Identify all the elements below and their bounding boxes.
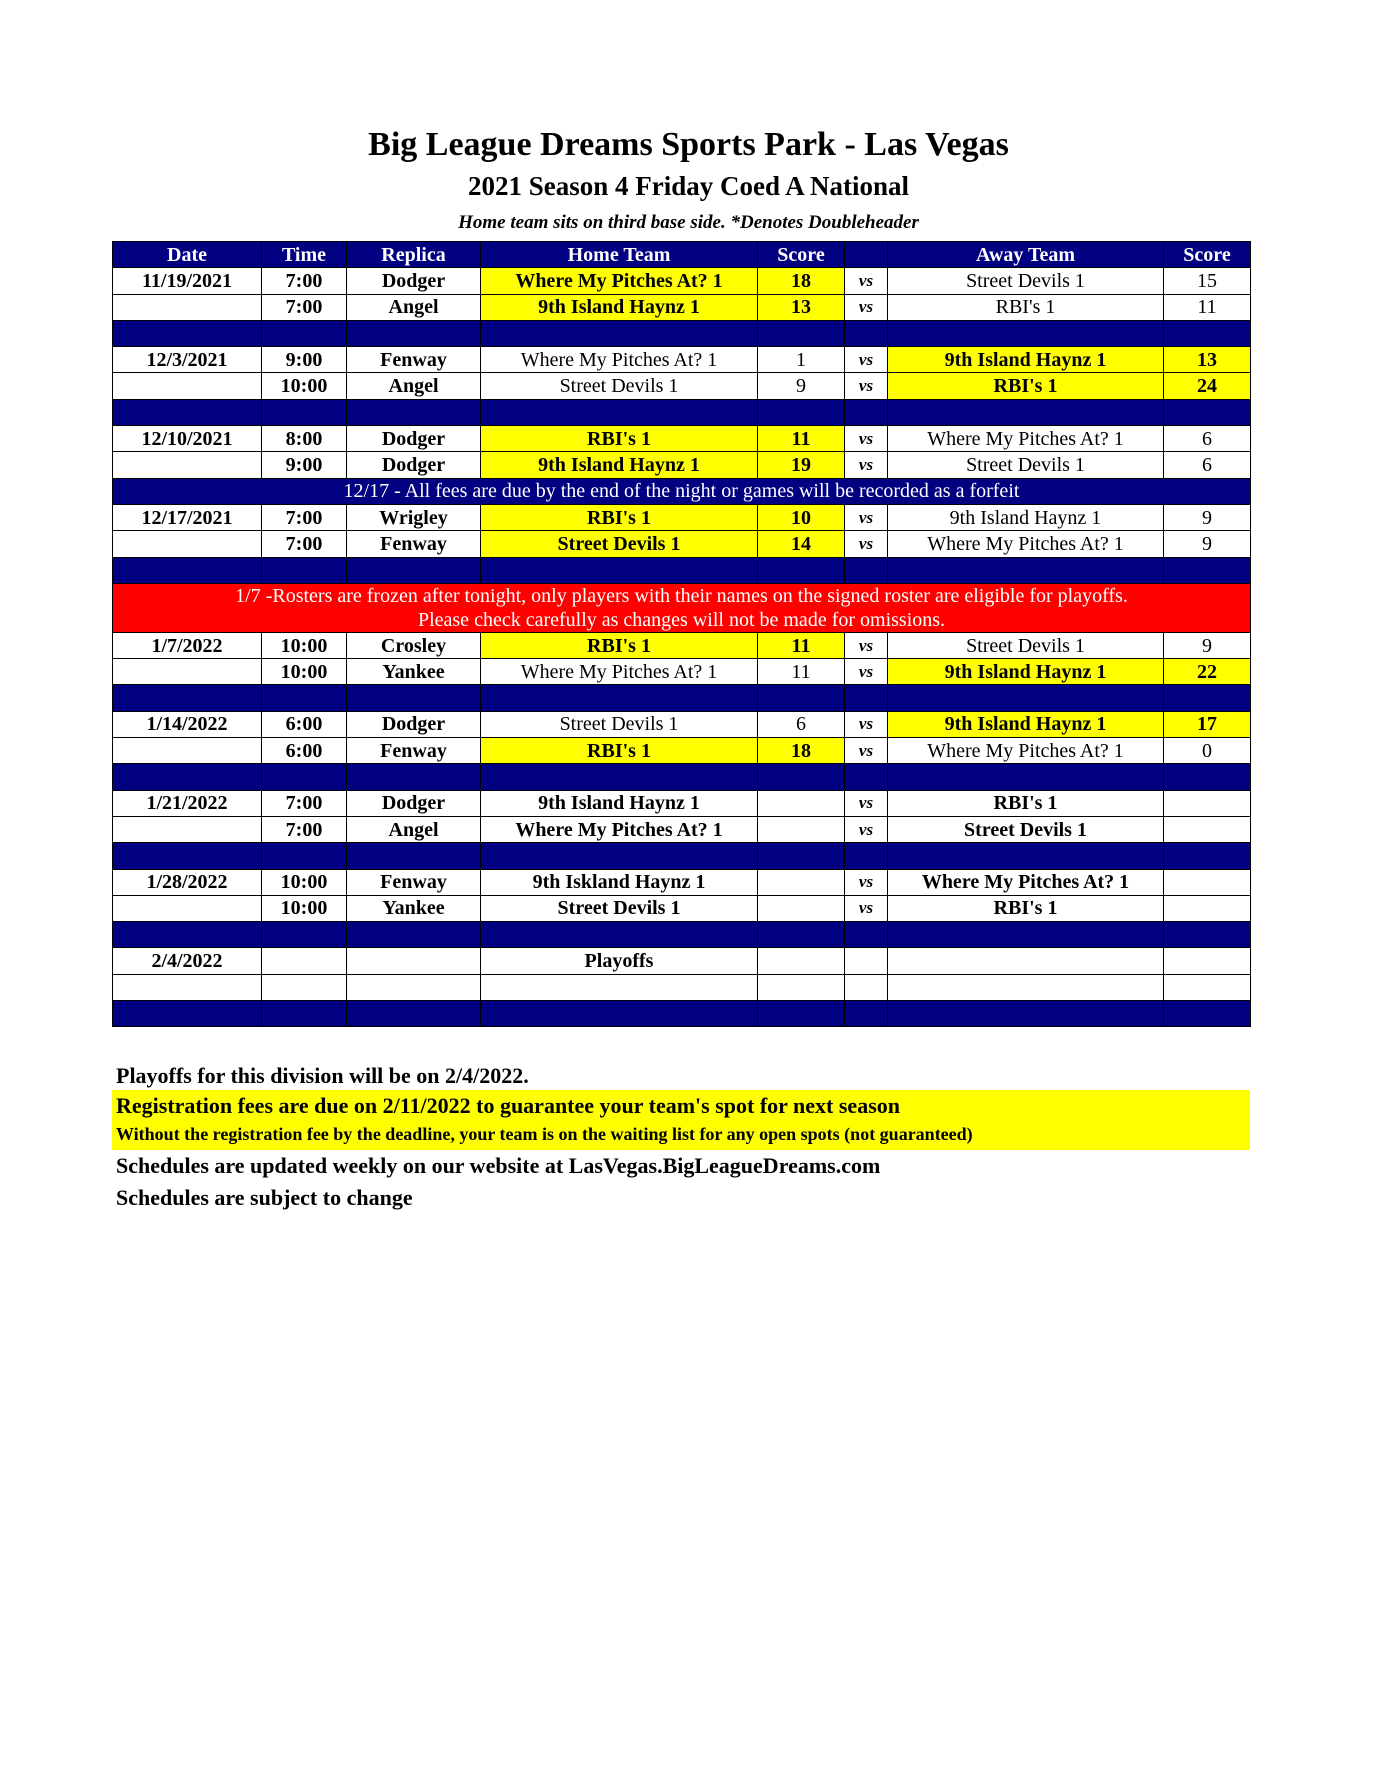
game-field: Dodger — [347, 452, 481, 478]
game-field: Angel — [347, 294, 481, 320]
table-row — [113, 895, 1251, 921]
table-row — [113, 531, 1251, 557]
separator-row — [113, 399, 1251, 425]
table-row — [113, 948, 1251, 974]
game-date: 12/17/2021 — [113, 504, 262, 530]
col-header-vs — [845, 242, 888, 268]
separator-row — [113, 557, 1251, 583]
home-team: Street Devils 1 — [481, 373, 758, 399]
table-row — [113, 294, 1251, 320]
game-time: 7:00 — [262, 294, 347, 320]
away-team: Where My Pitches At? 1 — [888, 426, 1164, 452]
separator-row — [113, 843, 1251, 869]
fees-notice-row — [113, 478, 1251, 504]
table-row — [113, 790, 1251, 816]
away-score: 13 — [1164, 347, 1251, 373]
waiting-list-note: Without the registration fee by the deadline, your team is on the waiting list for any open spots (not guaranteed) — [116, 1124, 973, 1144]
page-title: Big League Dreams Sports Park - Las Vegas — [368, 126, 1009, 163]
col-header-away-team: Away Team — [888, 242, 1164, 268]
game-field: Dodger — [347, 268, 481, 294]
game-date — [113, 294, 262, 320]
schedule-table — [112, 241, 1251, 1027]
game-time: 10:00 — [262, 659, 347, 685]
away-team: Street Devils 1 — [888, 816, 1164, 842]
roster-notice-line1: 1/7 -Rosters are frozen after tonight, only players with their names on the signed roster are eligible for playoffs. — [235, 584, 1128, 607]
vs-label: vs — [845, 632, 888, 658]
vs-label: vs — [845, 659, 888, 685]
game-time: 7:00 — [262, 790, 347, 816]
game-date: 1/7/2022 — [113, 632, 262, 658]
away-score: 9 — [1164, 632, 1251, 658]
home-score — [758, 869, 845, 895]
away-score: 17 — [1164, 711, 1251, 737]
page-subtitle: 2021 Season 4 Friday Coed A National — [467, 171, 910, 201]
home-score: 19 — [758, 452, 845, 478]
home-team: Street Devils 1 — [481, 895, 758, 921]
home-team: Street Devils 1 — [481, 711, 758, 737]
table-row — [113, 869, 1251, 895]
game-date: 12/10/2021 — [113, 426, 262, 452]
game-date — [113, 816, 262, 842]
game-field: Crosley — [347, 632, 481, 658]
home-score — [758, 895, 845, 921]
home-team: 9th Island Haynz 1 — [481, 294, 758, 320]
game-time: 7:00 — [262, 504, 347, 530]
table-row — [113, 347, 1251, 373]
home-score: 11 — [758, 632, 845, 658]
schedule-change-note: Schedules are subject to change — [116, 1185, 413, 1210]
game-date — [113, 895, 262, 921]
game-date: 1/14/2022 — [113, 711, 262, 737]
vs-label: vs — [845, 738, 888, 764]
game-field: Angel — [347, 816, 481, 842]
home-team: RBI's 1 — [481, 632, 758, 658]
vs-label: vs — [845, 711, 888, 737]
table-row — [113, 738, 1251, 764]
game-field: Dodger — [347, 790, 481, 816]
away-team: Street Devils 1 — [888, 632, 1164, 658]
separator-row — [113, 1001, 1251, 1027]
game-field: Dodger — [347, 711, 481, 737]
game-time: 8:00 — [262, 426, 347, 452]
away-team: Where My Pitches At? 1 — [888, 531, 1164, 557]
away-score: 0 — [1164, 738, 1251, 764]
home-team: Where My Pitches At? 1 — [481, 347, 758, 373]
game-date: 1/28/2022 — [113, 869, 262, 895]
vs-label: vs — [845, 895, 888, 921]
away-score: 15 — [1164, 268, 1251, 294]
website-note: Schedules are updated weekly on our website at LasVegas.BigLeagueDreams.com — [116, 1153, 881, 1178]
game-time: 7:00 — [262, 816, 347, 842]
away-team: Street Devils 1 — [888, 452, 1164, 478]
away-team: 9th Island Haynz 1 — [888, 347, 1164, 373]
vs-label: vs — [845, 347, 888, 373]
fees-notice: 12/17 - All fees are due by the end of the night or games will be recorded as a forfeit — [113, 478, 1251, 504]
table-row — [113, 816, 1251, 842]
col-header-time: Time — [262, 242, 347, 268]
home-team: Street Devils 1 — [481, 531, 758, 557]
game-date — [113, 738, 262, 764]
away-score — [1164, 790, 1251, 816]
game-field: Angel — [347, 373, 481, 399]
home-score — [758, 816, 845, 842]
playoffs-label: Playoffs — [481, 948, 758, 974]
home-score: 6 — [758, 711, 845, 737]
roster-notice — [113, 583, 1251, 632]
table-row — [113, 632, 1251, 658]
col-header-away-score: Score — [1164, 242, 1251, 268]
col-header-replica: Replica — [347, 242, 481, 268]
away-score — [1164, 895, 1251, 921]
game-date: 2/4/2022 — [113, 948, 262, 974]
away-score: 9 — [1164, 531, 1251, 557]
away-team: Where My Pitches At? 1 — [888, 869, 1164, 895]
vs-label: vs — [845, 504, 888, 530]
home-team: 9th Iskland Haynz 1 — [481, 869, 758, 895]
separator-row — [113, 764, 1251, 790]
away-score: 6 — [1164, 452, 1251, 478]
away-team: RBI's 1 — [888, 294, 1164, 320]
game-field: Fenway — [347, 869, 481, 895]
away-team: RBI's 1 — [888, 790, 1164, 816]
home-team: RBI's 1 — [481, 426, 758, 452]
game-date: 11/19/2021 — [113, 268, 262, 294]
away-team: 9th Island Haynz 1 — [888, 659, 1164, 685]
game-time: 6:00 — [262, 711, 347, 737]
game-time: 10:00 — [262, 869, 347, 895]
away-team: Street Devils 1 — [888, 268, 1164, 294]
separator-row — [113, 922, 1251, 948]
vs-label: vs — [845, 452, 888, 478]
home-team: RBI's 1 — [481, 504, 758, 530]
game-date: 1/21/2022 — [113, 790, 262, 816]
game-time: 7:00 — [262, 531, 347, 557]
away-team: 9th Island Haynz 1 — [888, 504, 1164, 530]
home-score: 10 — [758, 504, 845, 530]
vs-label: vs — [845, 294, 888, 320]
registration-note: Registration fees are due on 2/11/2022 to guarantee your team's spot for next season — [116, 1093, 900, 1118]
game-field: Fenway — [347, 738, 481, 764]
table-row — [113, 452, 1251, 478]
away-team: RBI's 1 — [888, 373, 1164, 399]
table-row — [113, 711, 1251, 737]
header-note: Home team sits on third base side. *Denotes Doubleheader — [458, 212, 919, 233]
home-team: RBI's 1 — [481, 738, 758, 764]
away-score: 6 — [1164, 426, 1251, 452]
home-score — [758, 790, 845, 816]
vs-label: vs — [845, 373, 888, 399]
away-score: 22 — [1164, 659, 1251, 685]
home-team: Where My Pitches At? 1 — [481, 659, 758, 685]
home-score: 13 — [758, 294, 845, 320]
vs-label: vs — [845, 790, 888, 816]
roster-notice-row — [113, 583, 1251, 632]
game-date — [113, 531, 262, 557]
away-score: 11 — [1164, 294, 1251, 320]
game-field: Dodger — [347, 426, 481, 452]
game-time: 6:00 — [262, 738, 347, 764]
col-header-home-score: Score — [758, 242, 845, 268]
away-score — [1164, 816, 1251, 842]
game-date — [113, 452, 262, 478]
roster-notice-line2: Please check carefully as changes will not be made for omissions. — [417, 608, 946, 631]
table-row — [113, 504, 1251, 530]
vs-label: vs — [845, 816, 888, 842]
home-score: 9 — [758, 373, 845, 399]
game-field: Fenway — [347, 347, 481, 373]
col-header-home-team: Home Team — [481, 242, 758, 268]
home-score: 11 — [758, 659, 845, 685]
away-score: 9 — [1164, 504, 1251, 530]
col-header-date: Date — [113, 242, 262, 268]
game-field: Yankee — [347, 895, 481, 921]
table-row — [113, 268, 1251, 294]
game-time: 10:00 — [262, 632, 347, 658]
game-field: Wrigley — [347, 504, 481, 530]
table-header-row — [113, 242, 1251, 268]
home-score: 18 — [758, 268, 845, 294]
home-score: 18 — [758, 738, 845, 764]
table-row — [113, 426, 1251, 452]
home-team: Where My Pitches At? 1 — [481, 816, 758, 842]
vs-label: vs — [845, 426, 888, 452]
separator-row — [113, 320, 1251, 346]
game-time: 9:00 — [262, 347, 347, 373]
game-time: 9:00 — [262, 452, 347, 478]
game-time: 10:00 — [262, 895, 347, 921]
separator-row — [113, 685, 1251, 711]
table-row — [113, 974, 1251, 1000]
away-team: RBI's 1 — [888, 895, 1164, 921]
home-score: 11 — [758, 426, 845, 452]
away-team: Where My Pitches At? 1 — [888, 738, 1164, 764]
playoffs-note: Playoffs for this division will be on 2/4/2022. — [116, 1063, 529, 1088]
game-time: 10:00 — [262, 373, 347, 399]
game-date: 12/3/2021 — [113, 347, 262, 373]
table-row — [113, 659, 1251, 685]
game-date — [113, 659, 262, 685]
away-score: 24 — [1164, 373, 1251, 399]
home-team: Where My Pitches At? 1 — [481, 268, 758, 294]
vs-label: vs — [845, 531, 888, 557]
away-team: 9th Island Haynz 1 — [888, 711, 1164, 737]
vs-label: vs — [845, 268, 888, 294]
game-time: 7:00 — [262, 268, 347, 294]
game-field: Fenway — [347, 531, 481, 557]
home-score: 14 — [758, 531, 845, 557]
game-date — [113, 373, 262, 399]
vs-label: vs — [845, 869, 888, 895]
home-team: 9th Island Haynz 1 — [481, 452, 758, 478]
home-score: 1 — [758, 347, 845, 373]
away-score — [1164, 869, 1251, 895]
game-field: Yankee — [347, 659, 481, 685]
home-team: 9th Island Haynz 1 — [481, 790, 758, 816]
table-row — [113, 373, 1251, 399]
